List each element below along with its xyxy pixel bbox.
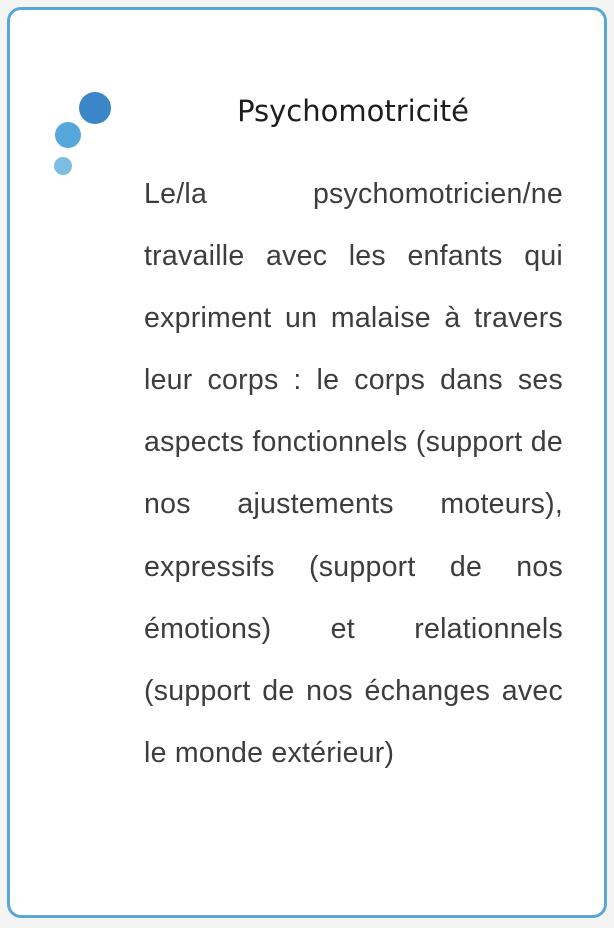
card-description: Le/la psychomotricien/ne travaille avec les enfants qui expriment un malaise à travers leur corps : le corps dans ses aspects fonctionnels (support de nos ajustements moteurs), expressifs (support de nos émotions) et relationnels (support de nos échanges avec le monde extérieur) <box>144 178 563 769</box>
card-title: Psychomotricité <box>237 94 469 128</box>
